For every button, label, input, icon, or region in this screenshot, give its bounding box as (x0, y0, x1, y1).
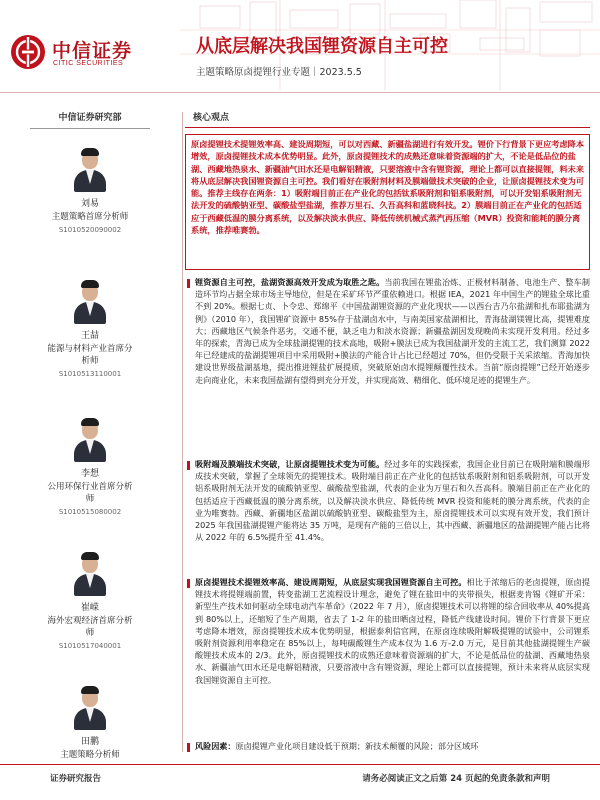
core-views-heading: 核心观点 (193, 113, 230, 123)
analyst-license: S1010513110001 (58, 370, 122, 378)
footer-divider (0, 764, 600, 765)
footer-disclaimer: 请务必阅读正文之后第 24 页起的免责条款和声明 (362, 774, 550, 784)
analyst-card (0, 686, 180, 761)
analyst-license: S1010517040001 (58, 642, 122, 650)
avatar (72, 418, 108, 462)
summary-text: 原卤提锂技术提锂效率高、建设周期短，可以对西藏、新疆盐湖进行有效开发。锂价下行背景下更应考虑降本增效，原卤提锂技术成本优势明显。此外，原卤提锂技术的成熟还意味着资源端的扩大，不论是低品位的盐湖、西藏地热泉水、新疆油气田水还是电解铝精液，只要溶液中含有锂资源，理论上都可以直接提锂，料未来将从底层解决我国锂资源自主可控。我们看好在吸附剂材料及膜端做技术突破的企业，让原卤提锂技术变为可能。推荐主线存在两条：1）吸附端目前正在产业化的包括钛系吸附剂和铝系吸附剂，可以开发铝系吸附剂无法开发的硫酸钠亚型、碳酸盐型盐湖，推荐万里石、久吾高科和蓝晓科技。2）膜端目前正在产业化的包括适应于西藏低温的膜分离系统，以及解决淡水供应、降低传统机械式蒸汽再压缩（MVR）投资和能耗的膜分离系统，推荐唯赛勃。 (191, 139, 585, 236)
analyst-card (0, 280, 180, 380)
analyst-name: 田鹏 (80, 737, 99, 747)
section-lead: 吸附端及膜端技术突破，让原卤提锂技术变为可能。 (195, 459, 385, 469)
analyst-sidebar (0, 96, 180, 766)
analyst-title: 能源与材料产业首席分析师 (47, 344, 133, 366)
report-title: 从底层解决我国锂资源自主可控 (196, 36, 448, 57)
section-brine-extraction (185, 576, 590, 686)
section-paragraph (195, 276, 590, 386)
section-lead: 原卤提锂技术提锂效率高、建设周期短，从底层实现我国锂资源自主可控。 (195, 577, 467, 587)
footer-report-type: 证券研究报告 (50, 774, 102, 784)
section-lithium-autonomy (185, 276, 590, 386)
analyst-name: 刘易 (80, 199, 99, 209)
section-body: 经过多年的实践探索，我国企业目前已在吸附端和膜端形成技术突破，掌握了全球领先的提锂技术。吸附端目前正在产业化的包括钛系吸附剂和铝系吸附剂，可以开发铝系吸附剂无法开发的硫酸钠亚型、碳酸盐型盐湖，代表的企业为万里石和久吾高科。膜端目前正在产业化的包括适应于西藏低温的膜分离系统，以及解决淡水供应、降低传统 MVR 投资和能耗的膜分离系统，代表的企业为唯赛勃。西藏、新疆地区盐湖以硫酸钠亚型、碳酸盐型为主，原卤提锂技术可以实现有效开发，我们预计 2025 年我国盐湖提锂产能将达 35 万吨，是现有产能的三倍以上，其中西藏、新疆地区的盐湖提锂产能占比将从 2022 年的 6.5%提升至 41.4%。 (195, 459, 590, 543)
research-dept-heading: 中信证券研究部 (58, 113, 122, 123)
sidebar-divider (30, 128, 150, 129)
section-paragraph (195, 740, 590, 752)
section-adsorption-membrane (185, 458, 590, 543)
brand-name: 中信证券 (52, 40, 133, 62)
avatar (72, 280, 108, 324)
analyst-title: 海外宏观经济首席分析师 (47, 616, 133, 638)
brand-name-english: CITIC SECURITIES (53, 60, 124, 67)
avatar (72, 148, 108, 192)
analyst-name: 李想 (80, 469, 99, 479)
analyst-name: 王喆 (80, 331, 99, 341)
analyst-title: 主题策略分析师 (60, 750, 120, 760)
analyst-card (0, 148, 180, 236)
avatar (72, 686, 108, 730)
core-views-divider (185, 127, 590, 128)
citic-logo-icon (10, 34, 46, 70)
section-body: 当前我国在锂盐冶炼、正极材料制备、电池生产、整车制造环节均占据全球市场主导地位，但是在采矿环节严重依赖进口。根据 IEA，2021 年中国生产的锂盐全球比重不到 20%。根据七贞、卜令忠、郑绵平《中国盐湖锂资源的产业化现状——以西台吉乃尔盐湖和扎布耶盐湖为例》（2010 年），我国锂矿资源中 85%存于盐湖卤水中，与南美国家盐湖相比，青海盐湖镁锂比高，提锂难度大；西藏地区气候条件恶劣，交通不便，缺乏电力和淡水资源；新疆盐湖因发现晚尚未实现开发利用。经过多年的探索，青海已成为全球盐湖提锂的技术高地，吸附+膜法已成为我国盐湖开发的主流工艺，我们测算 2022 年已经建成的盐湖提锂项目中采用吸附+膜法的产能合计占比已经超过 70%，但仍受限于关采浓缩。青海加快建设世界级盐湖基地，提出推进锂盐扩展提质，突破原始卤水提锂颠覆性技术。当前“原卤提锂”已经开始逐步走向商业化，未来我国盐湖有望得到充分开发，并实现高效、精细化、低环境足迹的提锂生产。 (195, 277, 590, 385)
column-divider (182, 112, 183, 752)
analyst-card (0, 418, 180, 518)
section-paragraph (195, 458, 590, 543)
summary-box (185, 134, 590, 270)
section-lead: 风险因素： (195, 741, 236, 751)
section-lead: 锂资源自主可控，盐湖资源高效开发成为取胜之匙。 (195, 277, 385, 287)
analyst-title: 主题策略首席分析师 (51, 212, 129, 222)
analyst-name: 崔嵘 (80, 603, 99, 613)
report-subtitle: 主题策略原卤提锂行业专题｜2023.5.5 (196, 67, 362, 78)
section-paragraph (195, 576, 590, 686)
analyst-title: 公用环保行业首席分析师 (47, 482, 133, 504)
analyst-license: S1010515080002 (58, 508, 122, 516)
header-divider (0, 92, 600, 93)
section-risk-factors (185, 740, 590, 752)
section-body: 相比于浓缩后的老卤提锂，原卤提锂技术将提锂端前置，转变盐湖工艺流程设计理念，避免了锂在盐田中的夹带损失，根据麦肯锡《锂矿开采：新型生产技术如何驱动全球电动汽车革命》（2022 年 7 月），原卤提锂技术可以将锂的综合回收率从 40%提高到 80%以上，还缩短了生产周期，省去了 1-2 年的盐田晒卤过程，降低产线建设时间。锂价下行背景下更应考虑降本增效，原卤提锂技术成本优势明显，根据泰利信官网，在原卤连续吸附解吸提锂的试验中，公司锂系吸附剂资源利用率稳定在 85%以上，每吨碳酸锂生产成本仅为 1.6 万-2.0 万元，是目前其他盐湖提锂生产碳酸锂技术成本的 2/3。此外，原卤提锂技术的成熟还意味着资源端的扩大，不论是低品位的盐湖、西藏地热泉水、新疆油气田水还是电解铝精液，只要溶液中含有锂资源，理论上都可以直接提锂，预计未来将从底层实现我国锂资源自主可控。 (195, 577, 590, 685)
avatar (72, 552, 108, 596)
analyst-card (0, 552, 180, 652)
analyst-license: S1010520090002 (58, 226, 122, 234)
section-body: 原卤提锂产业化项目建设低于预期；新技术颠覆的风险；部分区域环 (235, 741, 479, 751)
main-content (185, 96, 590, 766)
report-header (0, 0, 600, 90)
